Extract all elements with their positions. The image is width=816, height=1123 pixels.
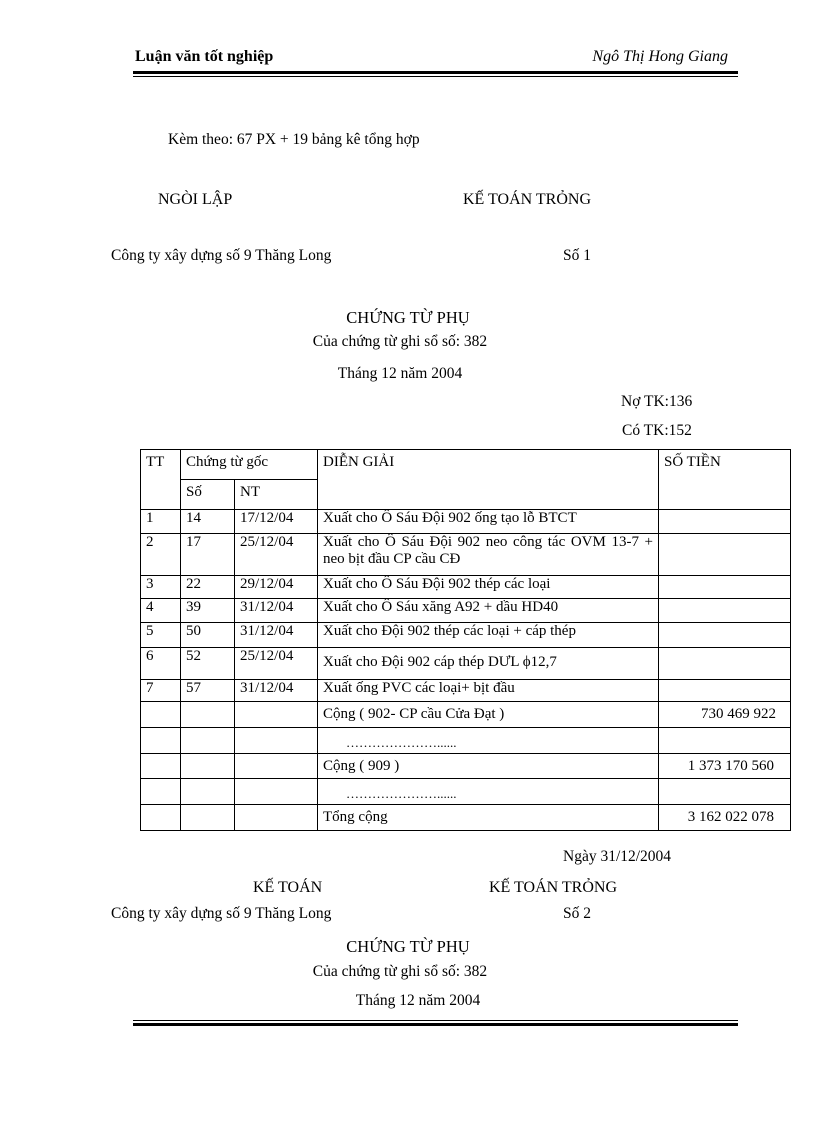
debit-account: Nợ TK:136 [621,393,693,410]
table-row: Cộng ( 902- CP cầu Cửa Đạt ) 730 469 922 [141,702,791,728]
voucher-month-2: Tháng 12 năm 2004 [355,992,481,1009]
voucher-number-2: Số 2 [563,905,591,922]
voucher-subtitle: Của chứng từ ghi sổ số: 382 [312,333,488,350]
voucher-subtitle-2: Của chứng từ ghi sổ số: 382 [312,963,488,980]
header-author-name: Ngô Thị Hong Giang [592,48,728,65]
company-name: Công ty xây dựng số 9 Thăng Long [111,247,332,264]
table-row: 4 39 31/12/04 Xuất cho Ô Sáu xăng A92 + dầu HD40 [141,599,791,623]
date-line: Ngày 31/12/2004 [563,848,672,865]
table-row-total: Tổng cộng 3 162 022 078 [141,805,791,831]
company-name-2: Công ty xây dựng số 9 Thăng Long [111,905,332,922]
col-header-tt: TT [141,450,181,510]
col-header-nt: NT [235,480,318,510]
table-row: 3 22 29/12/04 Xuất cho Ô Sáu Đội 902 thép các loại [141,576,791,599]
credit-account: Có TK:152 [622,422,692,439]
table-row: Cộng ( 909 ) 1 373 170 560 [141,754,791,779]
col-header-amount: SỐ TIỀN [659,450,791,510]
signature-accountant: KẾ TOÁN [253,879,323,896]
voucher-month: Tháng 12 năm 2004 [337,365,463,382]
footer-rule [133,1020,738,1026]
col-header-so: Số [181,480,235,510]
table-row: 5 50 31/12/04 Xuất cho Đội 902 thép các loại + cáp thép [141,623,791,648]
voucher-title: CHỨNG TỪ PHỤ [346,308,470,327]
voucher-title-2: CHỨNG TỪ PHỤ [346,937,470,956]
header-thesis-label: Luận văn tốt nghiệp [135,48,274,65]
header-rule [133,71,738,77]
col-header-description: DIỄN GIẢI [318,450,659,510]
table-row: 6 52 25/12/04 Xuất cho Đội 902 cáp thép DƯL ϕ12,7 [141,648,791,680]
voucher-number: Số 1 [563,247,591,264]
signature-chief-accountant-bottom: KẾ TOÁN TRỎNG [489,879,618,896]
table-row: 7 57 31/12/04 Xuất ống PVC các loại+ bịt đầu [141,680,791,702]
signature-preparer: NGÒI LẬP [158,191,233,208]
attachment-note: Kèm theo: 67 PX + 19 bảng kê tổng hợp [168,131,420,148]
table-row: …………………...... [141,779,791,805]
signature-chief-accountant: KẾ TOÁN TRỎNG [463,191,592,208]
table-row: 1 14 17/12/04 Xuất cho Ô Sáu Đội 902 ống tạo lỗ BTCT [141,510,791,534]
col-header-origin: Chứng từ gốc [181,450,318,480]
voucher-table [140,449,791,831]
table-row: 2 17 25/12/04 Xuất cho Ô Sáu Đội 902 neo công tác OVM 13-7 + neo bịt đầu CP cầu CĐ [141,534,791,576]
table-row: …………………...... [141,728,791,754]
